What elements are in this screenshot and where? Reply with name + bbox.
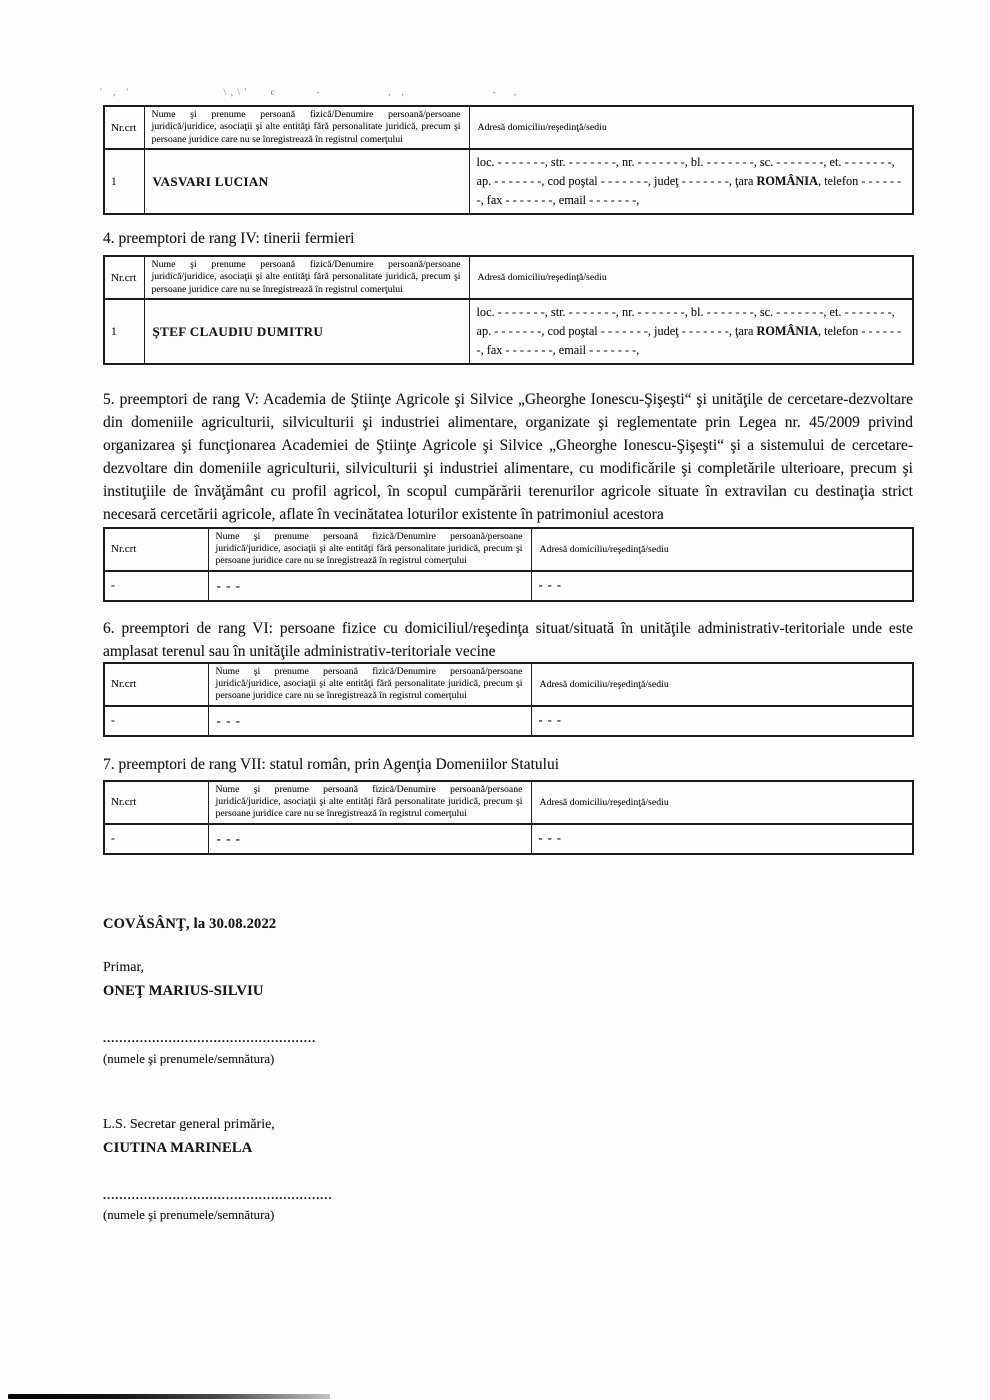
table-row-empty: [104, 706, 913, 736]
column-header-address: Adresă domiciliu/reşedinţă/sediu: [531, 528, 913, 571]
column-header-name: Nume şi prenume persoană fizică/Denumire persoană/persoane juridică/juridice, asociaţii şi alte entităţi fără personalitate juridică, precum şi persoane juridice care nu se înregistrează în registrul comerţului: [208, 528, 531, 571]
cell-preemptor-address: - - -: [531, 824, 913, 854]
cell-preemptor-address: - - -: [531, 571, 913, 601]
cell-row-number: -: [104, 706, 208, 736]
secretar-label: L.S. Secretar general primărie,: [103, 1117, 275, 1132]
primar-name: ONEŢ MARIUS-SILVIU: [103, 983, 264, 999]
cell-preemptor-address: loc. - - - - - - -, str. - - - - - - -, nr. - - - - - - -, bl. - - - - - - -, sc. - - - - - - -, et. - - - - - - -, ap. - - - - - - -, cod poştal - - - - - - -, judeţ - - - - - - -, ţara ROMÂNIA, telefon - - - - - - -, fax - - - - - - -, email - - - - - - -,: [469, 299, 913, 364]
column-header-address: Adresă domiciliu/reşedinţă/sediu: [531, 781, 913, 824]
table-header-row: [104, 663, 913, 706]
column-header-name: Nume şi prenume persoană fizică/Denumire persoană/persoane juridică/juridice, asociaţii şi alte entităţi fără personalitate juridică, precum şi persoane juridice care nu se înregistrează în registrul comerţului: [144, 106, 469, 149]
table-header-row: [104, 528, 913, 571]
cell-row-number: -: [104, 571, 208, 601]
section4-heading: 4. preemptori de rang IV: tinerii fermieri: [103, 230, 355, 247]
column-header-address: Adresă domiciliu/reşedinţă/sediu: [469, 106, 913, 149]
column-header-nr: Nr.crt: [104, 106, 144, 149]
table-header-row: [104, 781, 913, 824]
table-row: [104, 149, 913, 214]
cell-preemptor-name: - - -: [208, 571, 531, 601]
cell-row-number: -: [104, 824, 208, 854]
table-rang-vii: [103, 780, 914, 855]
scan-artifact-bottom-bar: [8, 1394, 330, 1399]
scan-artifact-top-marks: ' , ' \ , \ ' c - , , - ,: [100, 88, 518, 98]
section5-paragraph: 5. preemptori de rang V: Academia de Ştiinţe Agricole şi Silvice „Gheorghe Ionescu-Şişeşti“ şi unităţile de cercetare-dezvoltare din domeniile agriculturii, silviculturii şi industriei alimentare, organizate şi reglementate prin Legea nr. 45/2009 privind organizarea şi funcţionarea Academiei de Ştiinţe Agricole şi Silvice „Gheorghe Ionescu-Şişeşti“ şi a sistemului de cercetare-dezvoltare din domeniile agriculturii, silviculturii şi industriei alimentare, cu modificările şi completările ulterioare, precum şi instituţiile de învăţământ cu profil agricol, în scopul cumpărării terenurilor agricole situate în extravilan cu destinaţia strict necesară cercetării agricole, aflate în vecinătatea loturilor existente în patrimoniul acestora: [103, 391, 913, 523]
column-header-name: Nume şi prenume persoană fizică/Denumire persoană/persoane juridică/juridice, asociaţii şi alte entităţi fără personalitate juridică, precum şi persoane juridice care nu se înregistrează în registrul comerţului: [144, 256, 469, 299]
section6-paragraph: 6. preemptori de rang VI: persoane fizice cu domiciliul/reşedinţa situat/situată în unităţile administrativ-teritoriale unde este amplasat terenul sau în unităţile administrativ-teritoriale vecine: [103, 620, 913, 660]
signature-caption: (numele şi prenumele/semnătura): [103, 1052, 275, 1066]
cell-row-number: 1: [104, 149, 144, 214]
table-header-row: [104, 256, 913, 299]
cell-preemptor-address: - - -: [531, 706, 913, 736]
column-header-nr: Nr.crt: [104, 781, 208, 824]
cell-preemptor-name: - - -: [208, 824, 531, 854]
column-header-nr: Nr.crt: [104, 528, 208, 571]
table-row-empty: [104, 824, 913, 854]
cell-row-number: 1: [104, 299, 144, 364]
table-rang-iv: [103, 255, 914, 365]
cell-preemptor-name: ŞTEF CLAUDIU DUMITRU: [144, 299, 469, 364]
signature-dotted-line: ....................................................: [103, 1031, 317, 1045]
signature-caption: (numele şi prenumele/semnătura): [103, 1208, 275, 1222]
table-row-empty: [104, 571, 913, 601]
column-header-address: Adresă domiciliu/reşedinţă/sediu: [531, 663, 913, 706]
column-header-address: Adresă domiciliu/reşedinţă/sediu: [469, 256, 913, 299]
table-row: [104, 299, 913, 364]
column-header-nr: Nr.crt: [104, 256, 144, 299]
table-rang-v: [103, 527, 914, 602]
place-and-date: COVĂSÂNŢ, la 30.08.2022: [103, 916, 277, 932]
column-header-nr: Nr.crt: [104, 663, 208, 706]
secretar-name: CIUTINA MARINELA: [103, 1140, 253, 1156]
country-name: ROMÂNIA: [756, 324, 818, 338]
country-name: ROMÂNIA: [756, 174, 818, 188]
section7-heading: 7. preemptori de rang VII: statul român, prin Agenţia Domeniilor Statului: [103, 756, 560, 773]
cell-preemptor-name: - - -: [208, 706, 531, 736]
signature-dotted-line: ........................................................: [103, 1188, 333, 1202]
column-header-name: Nume şi prenume persoană fizică/Denumire persoană/persoane juridică/juridice, asociaţii şi alte entităţi fără personalitate juridică, precum şi persoane juridice care nu se înregistrează în registrul comerţului: [208, 781, 531, 824]
table-header-row: [104, 106, 913, 149]
column-header-name: Nume şi prenume persoană fizică/Denumire persoană/persoane juridică/juridice, asociaţii şi alte entităţi fără personalitate juridică, precum şi persoane juridice care nu se înregistrează în registrul comerţului: [208, 663, 531, 706]
table-rang-vi: [103, 662, 914, 737]
primar-label: Primar,: [103, 960, 145, 975]
cell-preemptor-address: loc. - - - - - - -, str. - - - - - - -, nr. - - - - - - -, bl. - - - - - - -, sc. - - - - - - -, et. - - - - - - -, ap. - - - - - - -, cod poştal - - - - - - -, judeţ - - - - - - -, ţara ROMÂNIA, telefon - - - - - - -, fax - - - - - - -, email - - - - - - -,: [469, 149, 913, 214]
cell-preemptor-name: VASVARI LUCIAN: [144, 149, 469, 214]
table-rang-iii: [103, 105, 914, 215]
